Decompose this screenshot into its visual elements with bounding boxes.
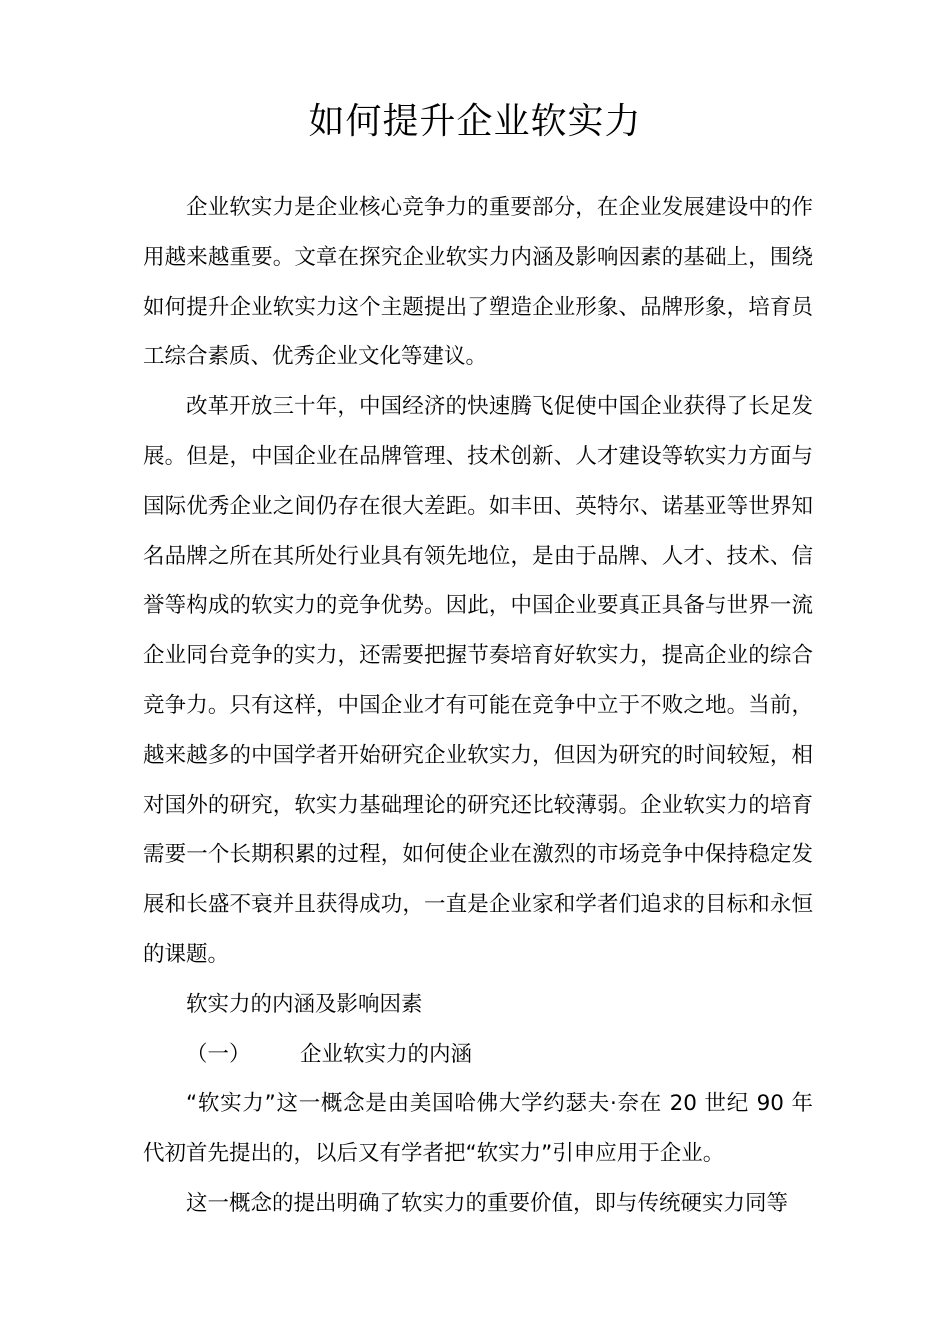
section-heading: 软实力的内涵及影响因素 — [186, 991, 423, 1017]
document-title: 如何提升企业软实力 — [308, 101, 642, 142]
subsection-number: （一） — [186, 1041, 251, 1067]
subsection-heading — [143, 1030, 813, 1080]
definition-paragraph: “软实力”这一概念是由美国哈佛大学约瑟夫·奈在 20 世纪 90 年代初首先提出的，以后又有学者把“软实力”引申应用于企业。 — [143, 1091, 813, 1167]
importance-paragraph: 这一概念的提出明确了软实力的重要价值，即与传统硬实力同等 — [186, 1190, 789, 1216]
document-body — [143, 183, 813, 1229]
intro-paragraph: 改革开放三十年，中国经济的快速腾飞促使中国企业获得了长足发展。但是，中国企业在品牌管理、技术创新、人才建设等软实力方面与国际优秀企业之间仍存在很大差距。如丰田、英特尔、诺基亚等世界知名品牌之所在其所处行业具有领先地位，是由于品牌、人才、技术、信誉等构成的软实力的竞争优势。因此，中国企业要真正具备与世界一流企业同台竞争的实力，还需要把握节奏培育好软实力，提高企业的综合竞争力。只有这样，中国企业才有可能在竞争中立于不败之地。当前，越来越多的中国学者开始研究企业软实力，但因为研究的时间较短，相对国外的研究，软实力基础理论的研究还比较薄弱。企业软实力的培育需要一个长期积累的过程，如何使企业在激烈的市场竞争中保持稳定发展和长盛不衰并且获得成功，一直是企业家和学者们追求的目标和永恒的课题。 — [143, 394, 813, 967]
abstract-paragraph: 企业软实力是企业核心竞争力的重要部分，在企业发展建设中的作用越来越重要。文章在探究企业软实力内涵及影响因素的基础上，围绕如何提升企业软实力这个主题提出了塑造企业形象、品牌形象，培育员工综合素质、优秀企业文化等建议。 — [143, 195, 813, 370]
subsection-title: 企业软实力的内涵 — [300, 1041, 473, 1067]
